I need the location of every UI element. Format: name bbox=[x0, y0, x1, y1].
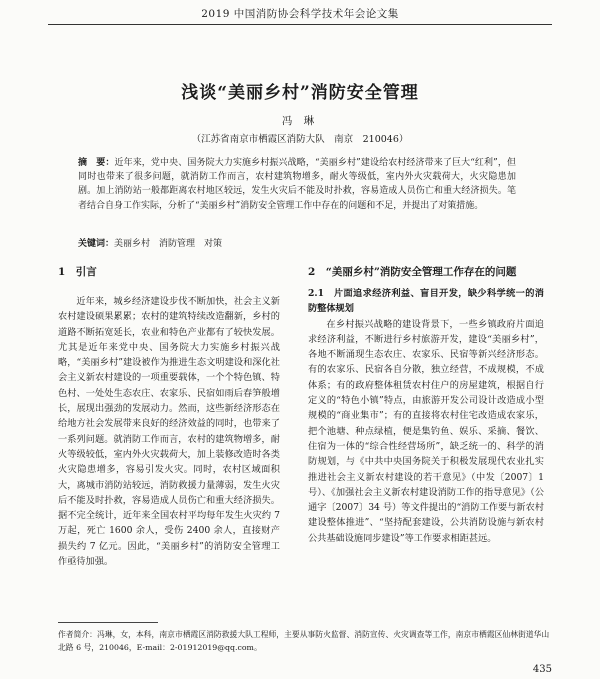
affiliation: （江苏省南京市栖霞区消防大队 南京 210046） bbox=[191, 134, 409, 145]
keywords-label: 关键词： bbox=[78, 239, 115, 249]
keywords bbox=[78, 236, 516, 249]
left-column bbox=[58, 264, 280, 569]
header-rule bbox=[48, 24, 552, 25]
subsection-heading-2-1: 2.1 片面追求经济利益、盲目开发，缺少科学统一的消防整体规划 bbox=[308, 288, 544, 315]
introduction-paragraph: 近年来，城乡经济建设步伐不断加快，社会主义新农村建设硕果累累；农村的建筑特续改造翻新，乡村的道路不断拓宽延长，农业和特色产业都有了较快发展。尤其是近年来党中央、国务院大力实施乡村振兴战略，“美丽乡村”建设被作为推进生态文明建设和深化社会主义新农村建设的一项重要载体，一个个特色镇、特色村、一处处生态农庄、农家乐、民宿如雨后春笋般增长，展现出强劲的发展动力。然而，这些新经济形态在给地方社会发展带来良好的经济效益的同时，也带来了一系列问题。就消防工作而言，农村的建筑物增多，耐火等级较低，室内外火灾载荷大，加上装修改造时各类火灾隐患增多，容易引发火灾。同时，农村区域面积大，离城市消防站较远，消防救援力量薄弱，发生火灾后不能及时扑救，容易造成人员伤亡和重大经济损失。据不完全统计，近年来全国农村平均每年发生火灾约 7 万起，死亡 1600 余人，受伤 2400 余人，直接财产损失约 7 亿元。因此，“美丽乡村”的消防安全管理工作亟待加强。 bbox=[58, 296, 280, 568]
right-column bbox=[308, 264, 544, 546]
author-footnote: 作者简介：冯琳，女，本科，南京市栖霞区消防救援大队工程师，主要从事防火监督、消防宣传、火灾调查等工作，南京市栖霞区仙林街道华山北路 6 号，210046，E-mail：2-01912019@qq.com。 bbox=[58, 630, 550, 652]
paper-title: 浅谈“美丽乡村”消防安全管理 bbox=[181, 83, 419, 103]
running-header: 2019 中国消防协会科学技术年会论文集 bbox=[201, 8, 399, 20]
abstract-label: 摘 要： bbox=[78, 158, 115, 168]
author: 冯 琳 bbox=[281, 115, 319, 127]
keywords-text: 美丽乡村 消防管理 对策 bbox=[114, 239, 223, 249]
section-heading-introduction: 1 引言 bbox=[58, 266, 97, 278]
abstract bbox=[78, 156, 516, 213]
problems-paragraph: 在乡村振兴战略的建设背景下，一些乡镇政府片面追求经济利益，不断进行乡村旅游开发，建设“美丽乡村”，各地不断涌现生态农庄、农家乐、民宿等新兴经济形态。有的农家乐、民宿各自分散，独立经营，不成规模，不成体系；有的政府整体租赁农村住户的房屋建筑，根据自行定义的“特色小镇”特点，由旅游开发公司设计改造成小型规模的“商业集市”；有的直接将农村住宅改造成农家乐，把个池塘、种点绿植，便是集钓鱼、娱乐、采摘、餐饮、住宿为一体的“综合性经营场所”，缺乏统一的、科学的消防规划，与《中共中央国务院关于积极发展现代农业扎实推进社会主义新农村建设的若干意见》（中发〔2007〕1 号）、《加强社会主义新农村建设消防工作的指导意见》（公通字〔2007〕34 号）等文件提出的“消防工作要与新农村建设整体推进”、“坚持配套建设，公共消防设施与新农村公共基础设施同步建设”等工作要求相距甚远。 bbox=[308, 318, 544, 544]
abstract-text: 近年来，党中央、国务院大力实施乡村振兴战略，“美丽乡村”建设给农村经济带来了巨大“红利”，但同时也带来了很多问题，就消防工作而言，农村建筑物增多，耐火等级低，室内外火灾载荷大，火灾隐患加剧。加上消防站一般都距离农村地区较远，发生火灾后不能及时扑救，容易造成人员伤亡和重大经济损失。笔者结合自身工作实际，分析了“美丽乡村”消防安全管理工作中存在的问题和不足，并提出了对策措施。 bbox=[78, 158, 516, 211]
page-number: 435 bbox=[532, 664, 552, 675]
section-heading-problems: 2 “美丽乡村”消防安全管理工作存在的问题 bbox=[308, 266, 517, 278]
footnote-rule bbox=[58, 622, 158, 623]
